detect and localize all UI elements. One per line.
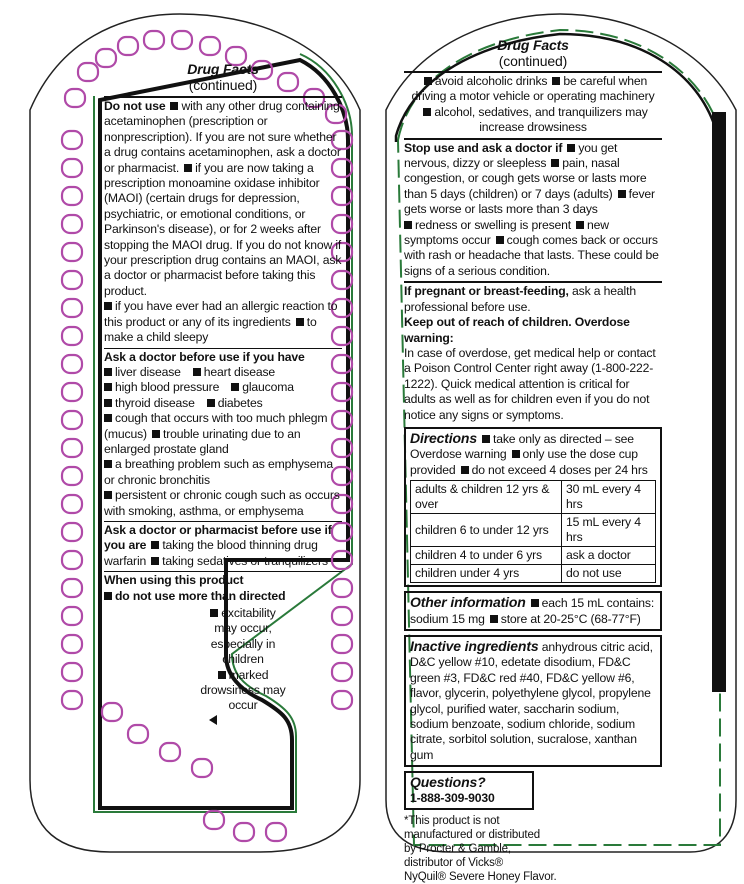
arrow-left-icon — [209, 715, 217, 725]
table-row — [411, 481, 656, 514]
perforation-mark — [144, 31, 164, 49]
list-item: taking sedatives or tranquilizers — [162, 553, 328, 568]
perforation-mark — [62, 663, 82, 681]
questions-title: Questions? — [410, 774, 486, 791]
do-not-use-section — [104, 96, 342, 346]
inactive-title: Inactive ingredients — [410, 637, 539, 654]
stop-use-section — [404, 138, 662, 280]
list-item: glaucoma — [242, 380, 294, 395]
pregnancy-text: ask a health professional before use. — [404, 284, 636, 314]
footnote-line: manufactured or distributed — [404, 829, 540, 842]
list-item: high blood pressure — [115, 380, 220, 395]
ask-pharmacist-section — [104, 521, 342, 569]
do-not-use-item: if you are now taking a prescription monoamine oxidase inhibitor (MAOI) (certain drugs for depression, psychiatric, or emotional conditions, or Parkinson's disease), or for 2 weeks after stopping the MAOI drug. If you do not know if your prescription drug contains an MAOI, ask a doctor or pharmacist before taking this product. — [104, 160, 342, 298]
list-item: cough comes back or occurs with rash or headache that lasts. These could be signs of a serious condition. — [404, 233, 659, 278]
perforation-mark — [266, 823, 286, 841]
table-cell: children under 4 yrs — [411, 565, 562, 583]
perforation-mark — [62, 495, 82, 513]
inactive-text: anhydrous citric acid, D&C yellow #10, edetate disodium, FD&C green #3, FD&C red #40, FD&C yellow #6, flavor, glycerin, polyethylene glycol, propylene glycol, purified water, saccharin sodium, sodium benzoate, sodium chloride, sodium citrate, sorbitol solution, sucralose, xanthan gum — [410, 639, 653, 762]
do-not-use-item: to make a child sleepy — [104, 314, 317, 345]
pregnancy-section — [404, 281, 662, 423]
table-cell: ask a doctor — [562, 547, 656, 565]
ask-doctor-title: Ask a doctor before use if you have — [104, 349, 305, 364]
left-subheader: (continued) — [188, 77, 258, 93]
footnote — [404, 814, 564, 884]
table-cell: 30 mL every 4 hrs — [562, 481, 656, 514]
list-item: pain, nasal congestion, or cough gets worse or lasts more than 5 days (children) or 7 days (adults) — [404, 156, 647, 201]
pregnancy-title: If pregnant or breast-feeding, — [404, 284, 569, 299]
footnote-line: distributor of Vicks® — [404, 857, 504, 870]
perforation-mark — [62, 691, 82, 709]
right-subheader: (continued) — [498, 53, 568, 69]
list-item: new symptoms occur — [404, 217, 609, 248]
perforation-mark — [62, 299, 82, 317]
footnote-line: by Procter & Gamble, — [404, 843, 511, 856]
left-panel — [104, 62, 342, 729]
list-item: take only as directed – see Overdose warning — [410, 431, 634, 462]
perforation-mark — [62, 411, 82, 429]
perforation-mark — [62, 607, 82, 625]
list-item: store at 20-25°C (68-77°F) — [500, 611, 641, 626]
list-item: avoid alcoholic drinks — [434, 74, 548, 88]
perforation-mark — [172, 31, 192, 49]
perforation-mark — [200, 37, 220, 55]
other-info-title: Other information — [410, 594, 526, 611]
table-row — [411, 514, 656, 547]
list-item: do not exceed 4 doses per 24 hrs — [471, 462, 648, 477]
perforation-mark — [62, 467, 82, 485]
perforation-mark — [62, 271, 82, 289]
do-not-use-title: Do not use — [104, 99, 166, 113]
overdose-text: In case of overdose, get medical help or contact a Poison Control Center right away (1-800-222-1222). Quick medical attention is critical for adults as well as for children even if you do not notice any signs or symptoms. — [404, 345, 656, 422]
overdose-title: Keep out of reach of children. Overdose warning: — [404, 315, 630, 345]
table-cell: do not use — [562, 565, 656, 583]
list-item: marked drowsiness may occur — [200, 667, 286, 713]
perforation-mark — [62, 215, 82, 233]
perforation-mark — [118, 37, 138, 55]
ask-doctor-section — [104, 348, 342, 519]
right-panel — [404, 38, 662, 884]
list-item: heart disease — [203, 364, 276, 379]
perforation-mark — [160, 743, 180, 761]
list-item: liver disease — [115, 364, 181, 379]
perforation-mark — [62, 131, 82, 149]
list-item: do not use more than directed — [115, 588, 286, 603]
list-item: be careful when driving a motor vehicle or operating machinery — [411, 74, 655, 104]
perforation-mark — [78, 63, 98, 81]
table-row — [411, 565, 656, 583]
perforation-mark — [65, 89, 85, 107]
list-item: only use the dose cup provided — [410, 447, 638, 477]
perforation-mark — [62, 243, 82, 261]
footnote-line: *This product is not — [404, 815, 500, 828]
right-header: Drug Facts — [497, 37, 569, 53]
do-not-use-item: if you have ever had an allergic reaction to this product or any of its ingredients — [104, 299, 338, 329]
list-item: trouble urinating due to an enlarged prostate gland — [104, 426, 301, 456]
table-cell: children 6 to under 12 yrs — [411, 514, 562, 547]
list-item: excitability may occur, especially in children — [210, 606, 276, 667]
other-info-section — [404, 591, 662, 631]
perforation-mark — [234, 823, 254, 841]
when-using-title: When using this product — [104, 573, 244, 588]
list-item: each 15 mL contains: sodium 15 mg — [410, 596, 655, 626]
table-cell: children 4 to under 6 yrs — [411, 547, 562, 565]
perforation-mark — [192, 759, 212, 777]
list-item: thyroid disease — [115, 395, 195, 410]
perforation-mark — [62, 523, 82, 541]
list-item: alcohol, sedatives, and tranquilizers may increase drowsiness — [434, 104, 648, 135]
stop-use-title: Stop use and ask a doctor if — [404, 140, 563, 155]
list-item: cough that occurs with too much phlegm (mucus) — [104, 411, 328, 441]
do-not-use-item: with any other drug containing acetaminophen (prescription or nonprescription). If you are not sure whether a drug contains acetaminophen, ask a doctor or pharmacist. — [104, 99, 341, 175]
ask-pharmacist-title: Ask a doctor or pharmacist before use if you are — [104, 522, 332, 553]
footnote-line: NyQuil® Severe Honey Flavor. — [404, 871, 557, 884]
list-item: redness or swelling is present — [415, 217, 572, 232]
table-cell: 15 mL every 4 hrs — [562, 514, 656, 547]
perforation-mark — [62, 327, 82, 345]
list-item: a breathing problem such as emphysema or chronic bronchitis — [104, 457, 334, 487]
list-item: fever gets worse or lasts more than 3 days — [404, 186, 655, 217]
dosage-table — [410, 480, 656, 583]
perforation-mark — [62, 439, 82, 457]
perforation-mark — [62, 579, 82, 597]
list-item: diabetes — [217, 395, 263, 410]
list-item: persistent or chronic cough such as occurs with smoking, asthma, or emphysema — [104, 488, 340, 518]
directions-title: Directions — [410, 429, 477, 446]
when-using-section — [104, 571, 342, 729]
directions-section — [404, 427, 662, 587]
perforation-mark — [62, 187, 82, 205]
continued-warnings — [404, 71, 662, 136]
perforation-mark — [62, 635, 82, 653]
perforation-mark — [62, 159, 82, 177]
list-item: you get nervous, dizzy or sleepless — [404, 140, 618, 171]
list-item: taking the blood thinning drug warfarin — [104, 538, 318, 568]
table-cell: adults & children 12 yrs & over — [411, 481, 562, 514]
questions-section — [404, 771, 534, 810]
perforation-mark — [62, 355, 82, 373]
perforation-mark — [204, 811, 224, 829]
perforation-mark — [62, 383, 82, 401]
questions-phone: 1-888-309-9030 — [410, 790, 495, 805]
left-header: Drug Facts — [187, 61, 259, 77]
table-row — [411, 547, 656, 565]
inactive-ingredients-section — [404, 635, 662, 767]
perforation-mark — [62, 551, 82, 569]
